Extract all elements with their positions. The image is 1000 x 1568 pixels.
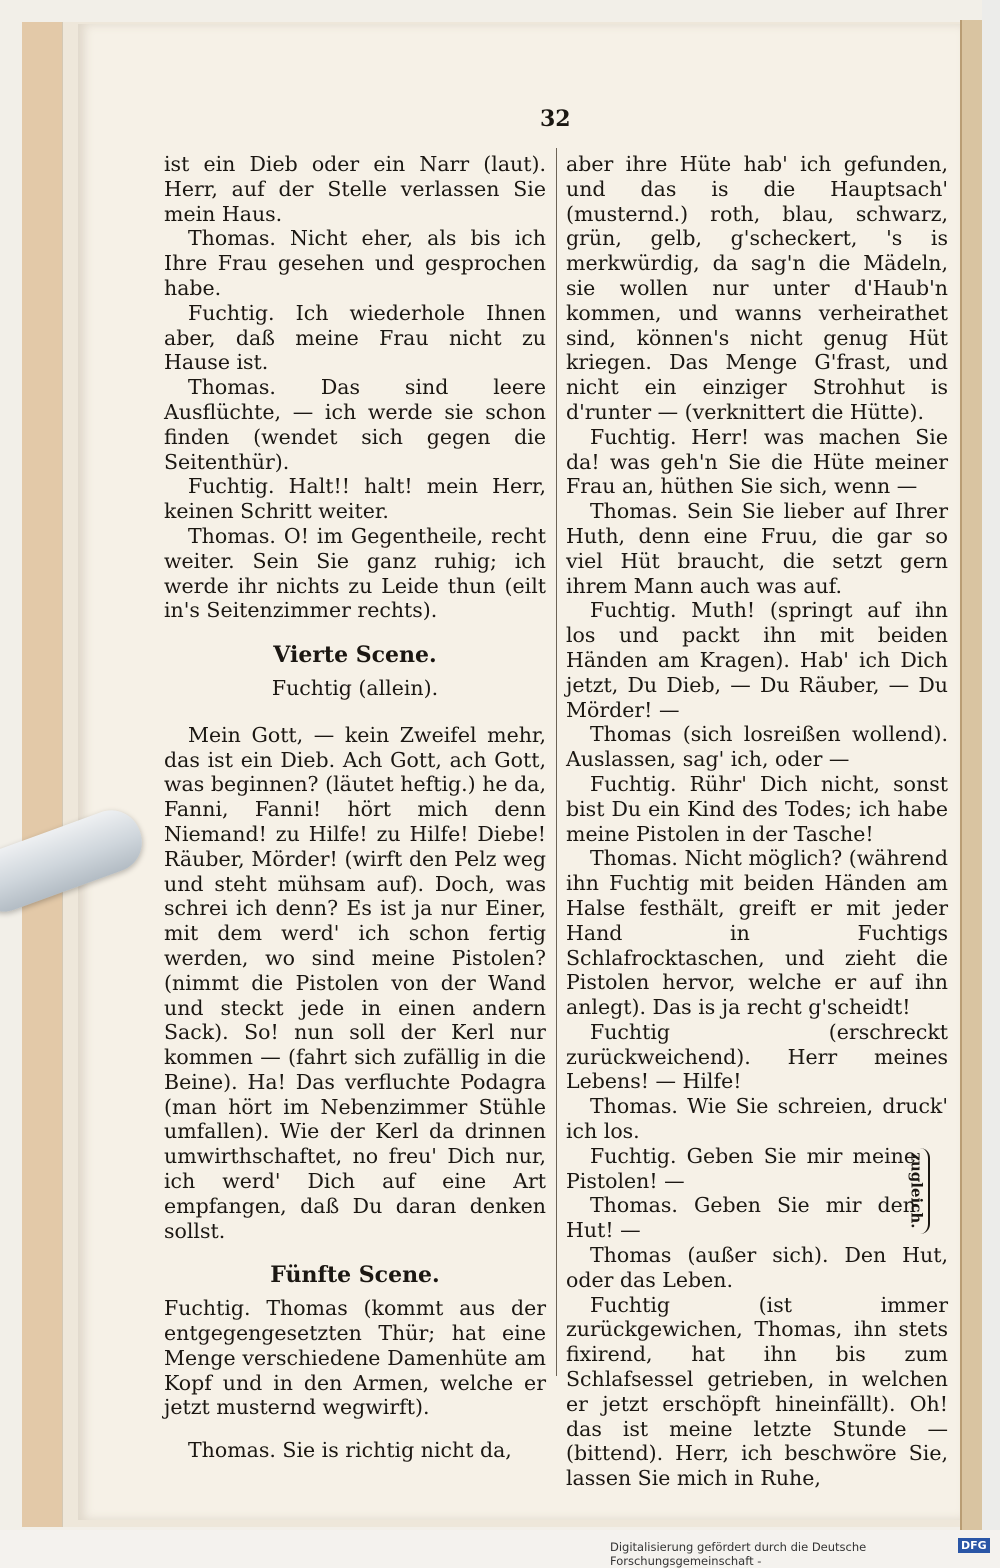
text-paragraph: ist ein Dieb oder ein Narr (laut). Herr, auf der Stelle verlassen Sie mein Haus. (164, 152, 546, 226)
text-paragraph: Fuchtig. Thomas (kommt aus der entgegengesetzten Thür; hat eine Menge verschiedene Damenhüte am Kopf und in den Armen, welche er jetzt musternd wegwirft). (164, 1296, 546, 1420)
column-divider (556, 148, 557, 1376)
book-spine (960, 20, 984, 1530)
text-paragraph: Thomas. Das sind leere Ausflüchte, — ich werde sie schon finden (wendet sich gegen die Seitenthür). (164, 375, 546, 474)
dfg-logo: DFG (958, 1538, 990, 1553)
text-paragraph: aber ihre Hüte hab' ich gefunden, und das is die Hauptsach' (musternd.) roth, blau, schwarz, grün, gelb, g'scheckert, 's is merkwürdig, da sag'n die Mädeln, sie wollen nur unter d'Haub'n kommen, und wanns verheirathet sind, können's nicht genug Hüt kriegen. Das Menge G'frast, und nicht ein einziger Strohhut is d'runter — (verknittert die Hütte). (566, 152, 948, 424)
right-column-bottom (566, 1243, 948, 1491)
text-paragraph: Fuchtig. Geben Sie mir meine Pistolen! — (566, 1143, 916, 1193)
text-paragraph: Mein Gott, — kein Zweifel mehr, das ist ein Dieb. Ach Gott, ach Gott, was beginnen? (läutet heftig.) he da, Fanni, Fanni! hört mich denn Niemand! zu Hilfe! zu Hilfe! Diebe! Räuber, Mörder! (wirft den Pelz weg und steht mühsam auf). Doch, was schrei ich denn? Es ist ja nur Einer, mit dem werd' ich schon fertig werden, wo sind meine Pistolen? (nimmt die Pistolen von der Wand und steckt jede in einen andern Sack). So! nun soll der Kerl nur kommen — (fahrt sich zufällig in die Beine). Ha! Das verfluchte Podagra (man hört im Nebenzimmer Stühle umfallen). Wie der Kerl da drinnen umwirthschaftet, no freu' Dich nur, ich werd' Dich auf eine Art empfangen, daß Du daran denken sollst. (164, 722, 546, 1243)
footer-credit: Digitalisierung gefördert durch die Deutsche Forschungsgemeinschaft - (610, 1540, 867, 1568)
right-column (566, 152, 948, 1491)
scan-edge (982, 0, 1000, 1530)
text-paragraph: Fuchtig. Muth! (springt auf ihn los und packt ihn mit beiden Händen am Kragen). Hab' ich Dich jetzt, Du Dieb, — Du Räuber, — Du Mörder! — (566, 598, 948, 722)
simultaneous-lines (566, 1144, 948, 1243)
text-paragraph: Thomas. Nicht eher, als bis ich Ihre Frau gesehen und gesprochen habe. (164, 226, 546, 300)
text-paragraph: Fuchtig (erschreckt zurückweichend). Herr meines Lebens! — Hilfe! (566, 1019, 948, 1094)
right-column-top (566, 152, 948, 1144)
text-paragraph: Fuchtig (ist immer zurückgewichen, Thomas, ihn stets fixirend, hat ihn bis zum Schlafsessel getrieben, in welchen er jetzt erschöpft hineinfällt). Oh! das ist meine letzte Stunde — (bittend). Herr, ich beschwöre Sie, lassen Sie mich in Ruhe, (566, 1292, 948, 1491)
text-paragraph: Thomas (sich losreißen wollend). Auslassen, sag' ich, oder — (566, 722, 948, 772)
text-paragraph: Thomas (außer sich). Den Hut, oder das Leben. (566, 1243, 948, 1292)
scene-heading: Fünfte Scene. (270, 1262, 440, 1289)
text-paragraph: Thomas. Nicht möglich? (während ihn Fuchtig mit beiden Händen am Halse festhält, greift er mit jeder Hand in Fuchtigs Schlafrocktaschen, und zieht die Pistolen hervor, welche er auf ihn anlegt). Das is ja recht g'scheidt! (566, 846, 948, 1020)
text-paragraph: Thomas. Sein Sie lieber auf Ihrer Huth, denn eine Fruu, die gar so viel Hüt braucht, die setzt gern ihrem Mann auch was auf. (566, 499, 948, 598)
text-paragraph: Fuchtig. Ich wiederhole Ihnen aber, daß meine Frau nicht zu Hause ist. (164, 300, 546, 375)
page-number: 32 (540, 106, 571, 132)
text-paragraph: Thomas. Geben Sie mir den Hut! — (566, 1193, 916, 1243)
text-paragraph: Thomas. Wie Sie schreien, druck' ich los. (566, 1094, 948, 1144)
text-paragraph: Thomas. Sie is richtig nicht da, (188, 1438, 512, 1463)
zugleich-label: zugleich. (907, 1152, 926, 1229)
text-paragraph: Thomas. O! im Gegentheile, recht weiter. Sein Sie ganz ruhig; ich werde ihr nichts zu Leide thun (eilt in's Seitenzimmer rechts). (164, 523, 546, 623)
left-column (164, 152, 546, 1463)
text-paragraph: Fuchtig. Herr! was machen Sie da! was geh'n Sie die Hüte meiner Frau an, hüthen Sie sich, wenn — (566, 424, 948, 499)
text-paragraph: Fuchtig. Halt!! halt! mein Herr, keinen Schritt weiter. (164, 474, 546, 524)
text-paragraph: Fuchtig. Rühr' Dich nicht, sonst bist Du ein Kind des Todes; ich habe meine Pistolen in der Tasche! (566, 771, 948, 846)
scene-heading: Vierte Scene. (273, 642, 437, 669)
text-paragraph: Fuchtig (allein). (271, 675, 439, 700)
